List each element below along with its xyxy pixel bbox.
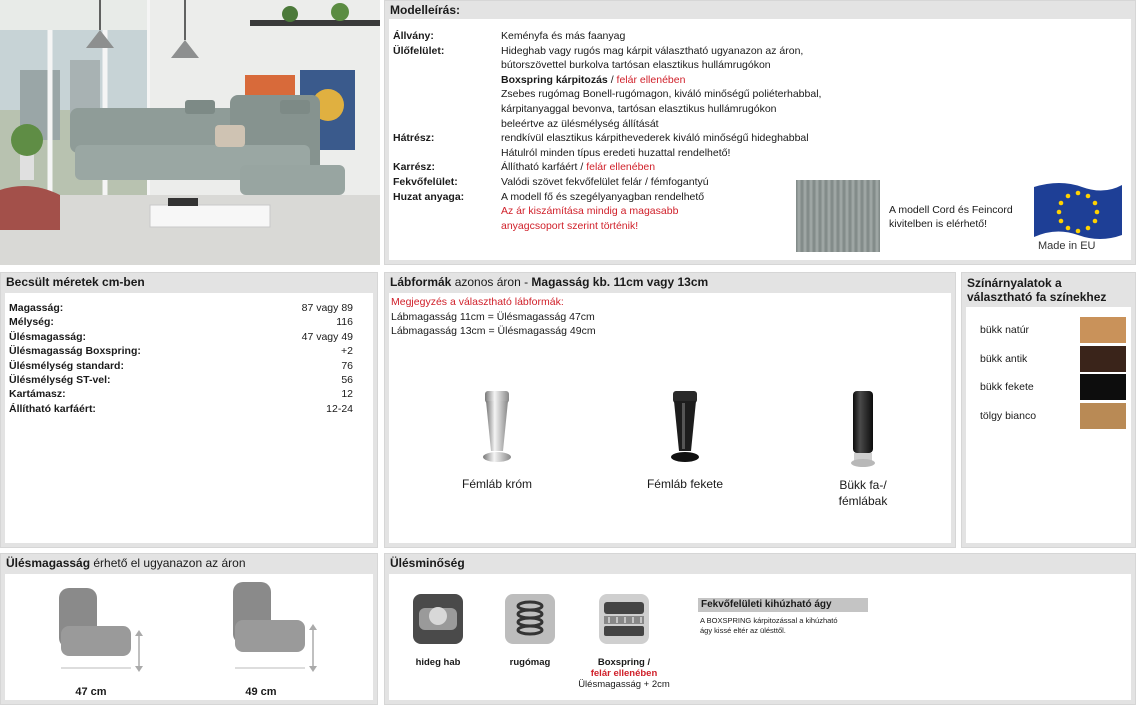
- dim-row: [9, 387, 353, 401]
- dim-value: 116: [336, 316, 353, 329]
- spec-label: Ülőfelület:: [393, 44, 445, 57]
- cord-note-line: kivitelben is elérhető!: [889, 218, 988, 230]
- dim-row: [9, 315, 353, 329]
- cord-note-line: A modell Cord és Feincord: [889, 204, 1013, 216]
- seat-height-title: [1, 554, 377, 572]
- dim-label: Állítható karfáért:: [9, 402, 96, 415]
- spec-label: Hátrész:: [393, 132, 435, 145]
- dim-row: [9, 402, 353, 416]
- spec-value: rendkívül elasztikus kárpithevederek kiváló minőségű hideghabbal: [501, 132, 809, 145]
- spec-value: Zsebes rugómag Bonell-rugómagon, kiváló minőségű poliéterhabbal,: [501, 88, 822, 101]
- living-room-photo: [0, 0, 380, 265]
- dim-value: 47 vagy 49: [301, 330, 353, 343]
- legs-title-mid: azonos áron -: [451, 275, 532, 289]
- spring-core-icon: [505, 594, 555, 644]
- quality-label: rugómag: [509, 657, 551, 668]
- boxspring-caption-label: Boxspring /: [597, 657, 651, 668]
- product-photo: [0, 0, 380, 265]
- wood-colors-body: [966, 307, 1131, 543]
- leg-label: Fémláb króm: [461, 477, 532, 491]
- wood-color-option: [974, 317, 1126, 343]
- dimensions-panel: [0, 272, 378, 548]
- chrome-leg-icon: [477, 389, 517, 469]
- eu-badge: [1030, 181, 1126, 255]
- wood-color-label: tölgy bianco: [980, 410, 1037, 422]
- price-note: anyagcsoport szerint történik!: [501, 219, 639, 232]
- boxspring-surcharge: felár ellenében: [616, 73, 686, 86]
- leg-note-line: Lábmagasság 11cm = Ülésmagasság 47cm: [391, 310, 595, 323]
- boxspring-label: Boxspring kárpitozás: [501, 73, 608, 86]
- wood-colors-panel: [961, 272, 1136, 548]
- seat-quality-panel: [384, 553, 1136, 705]
- spec-value: beleértve az ülésmélység állítását: [501, 117, 659, 130]
- wood-color-option: [974, 346, 1126, 372]
- wood-title-line: Színárnyalatok a: [967, 276, 1062, 290]
- wood-color-label: bükk antik: [980, 353, 1028, 365]
- legs-title-bold: Lábformák: [390, 275, 452, 289]
- made-in-eu-label: Made in EU: [1038, 240, 1096, 252]
- boxspring-caption-surcharge: felár ellenében: [590, 668, 658, 679]
- seat-title-bold: Ülésmagasság: [6, 556, 91, 570]
- spec-value: Hátulról minden típus eredeti huzattal rendelhető!: [501, 146, 731, 159]
- dim-row: [9, 344, 353, 358]
- seat-title-rest: érhető el ugyanazon az áron: [90, 556, 246, 570]
- wood-color-option: [974, 403, 1126, 429]
- spec-value: Állítható karfáért /: [501, 161, 587, 174]
- boxspring-sep: /: [607, 73, 617, 86]
- pullout-desc-line: ágy kissé eltér az ülésttől.: [700, 626, 786, 635]
- spec-value: Keményfa és más faanyag: [501, 30, 626, 42]
- wood-color-label: bükk fekete: [980, 381, 1034, 393]
- leg-label: Fémláb fekete: [646, 477, 724, 491]
- spec-label: Huzat anyaga:: [393, 190, 465, 203]
- spec-value: Hideghab vagy rugós mag kárpit választható ugyanazon az áron,: [501, 44, 804, 57]
- price-note: Az ár kiszámítása mindig a magasabb: [501, 205, 679, 218]
- chair-47-icon: [51, 586, 151, 676]
- boxspring-caption-sub: Ülésmagasság + 2cm: [578, 679, 670, 690]
- leg-note-title: Megjegyzés a választható lábformák:: [391, 296, 564, 308]
- leg-label: [803, 477, 923, 509]
- leg-note-line: Lábmagasság 13cm = Ülésmagasság 49cm: [391, 325, 596, 337]
- beech-leg-icon: [843, 389, 883, 473]
- cold-foam-icon: [413, 594, 463, 644]
- spec-value: A modell fő és szegélyanyagban rendelhető: [501, 190, 705, 203]
- model-description-body: [389, 19, 1131, 260]
- spec-value: bútorszövettel burkolva tartósan elasztikus hullámrugókon: [501, 59, 771, 72]
- dim-label: Ülésmagasság:: [9, 330, 87, 343]
- arm-surcharge: felár ellenében: [586, 161, 656, 174]
- dim-value: +2: [341, 345, 353, 358]
- dimensions-body: [5, 293, 373, 543]
- dim-row: [9, 359, 353, 373]
- chair-49-icon: [225, 580, 325, 676]
- boxspring-icon: [599, 594, 649, 644]
- dimensions-title: Becsült méretek cm-ben: [6, 275, 145, 289]
- dim-row: [9, 373, 353, 387]
- quality-label: hideg hab: [415, 657, 461, 668]
- spec-label: Állvány:: [393, 30, 434, 42]
- spec-value: kárpitanyaggal bevonva, tartósan elasztikus hullámrugókon: [501, 103, 777, 115]
- leg-shapes-title: [385, 273, 955, 291]
- wood-swatch: [1080, 374, 1126, 400]
- legs-title-height: Magasság kb. 11cm vagy 13cm: [531, 275, 709, 289]
- dim-value: 76: [341, 359, 353, 372]
- wood-color-option: [974, 374, 1126, 400]
- pullout-desc-line: A BOXSPRING kárpitozással a kihúzható: [700, 616, 838, 625]
- leg-shapes-body: [389, 293, 951, 543]
- wood-swatch: [1080, 346, 1126, 372]
- black-leg-icon: [665, 389, 705, 469]
- pullout-bed-desc: [700, 616, 838, 636]
- wood-swatch: [1080, 403, 1126, 429]
- leg-label-line: Bükk fa-/: [839, 478, 887, 492]
- spec-label: Karrész:: [393, 161, 436, 174]
- spec-label: Fekvőfelület:: [393, 176, 458, 188]
- leg-note: [391, 295, 596, 339]
- fabric-swatch-icon: [796, 180, 880, 252]
- seat-quality-title: Ülésminőség: [390, 556, 465, 570]
- dim-label: Kartámasz:: [9, 388, 66, 401]
- dim-value: 12: [341, 388, 353, 401]
- wood-title-line: választható fa színekhez: [967, 290, 1107, 304]
- wood-colors-title: [962, 273, 1135, 305]
- wood-swatch: [1080, 317, 1126, 343]
- leg-shapes-panel: [384, 272, 956, 548]
- wood-color-label: bükk natúr: [980, 324, 1030, 336]
- leg-label-line: fémlábak: [838, 494, 888, 508]
- dim-value: 87 vagy 89: [301, 302, 353, 314]
- boxspring-caption: [569, 657, 679, 690]
- seat-height-label: 49 cm: [245, 686, 277, 698]
- dim-label: Mélység:: [9, 316, 54, 329]
- dim-label: Ülésmélység standard:: [9, 359, 124, 372]
- dim-value: 12-24: [326, 402, 353, 415]
- seat-height-label: 47 cm: [75, 686, 107, 698]
- dim-label: Ülésmagasság Boxspring:: [9, 345, 141, 358]
- model-description-panel: [384, 0, 1136, 265]
- cord-note: [889, 203, 1039, 231]
- seat-quality-body: [389, 574, 1131, 700]
- model-description-title: Modelleírás:: [390, 3, 461, 17]
- pullout-bed-title: Fekvőfelületi kihúzható ágy: [698, 598, 868, 612]
- dim-label: Ülésmélység ST-vel:: [9, 374, 111, 386]
- dim-row: [9, 301, 353, 315]
- dim-row: [9, 330, 353, 344]
- seat-height-body: [5, 574, 373, 700]
- dim-value: 56: [341, 374, 353, 386]
- seat-height-panel: [0, 553, 378, 705]
- dim-label: Magasság:: [9, 302, 64, 314]
- spec-value: Valódi szövet fekvőfelület felár / fémfogantyú: [501, 176, 709, 188]
